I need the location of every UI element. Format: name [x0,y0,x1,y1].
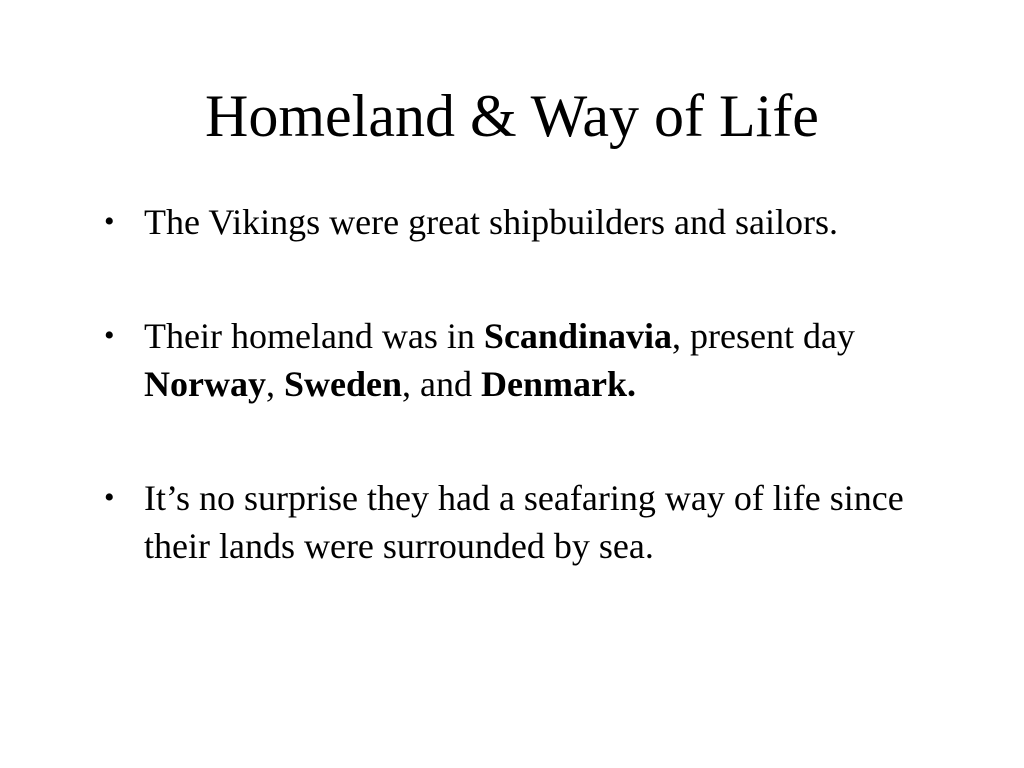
bullet-point-icon: • [104,481,115,514]
bullet-text [144,202,838,242]
bold-term-sweden: Sweden [283,364,403,404]
bullet-text [144,316,855,404]
slide-title: Homeland & Way of Life [205,83,819,149]
text-segment: It’s no surprise they had a seafaring way of life since their lands were surrounded by sea. [144,478,904,566]
text-segment: , present day [672,316,855,356]
text-segment: , and [402,364,481,404]
bullet-point-icon: • [104,319,115,352]
bullet-item-seafaring [104,474,974,570]
bullet-item-homeland [104,312,974,408]
text-segment: , [265,364,284,404]
bullet-list [104,198,974,636]
bullet-item-shipbuilders [104,198,974,246]
bold-term-denmark: Denmark. [481,364,636,404]
bullet-point-icon: • [104,205,115,238]
text-segment: The Vikings were great shipbuilders and sailors. [144,202,839,242]
text-segment: Their homeland was in [144,316,484,356]
bold-term-norway: Norway [144,364,266,404]
bold-term-scandinavia: Scandinavia [483,316,672,356]
bullet-text [144,478,904,566]
